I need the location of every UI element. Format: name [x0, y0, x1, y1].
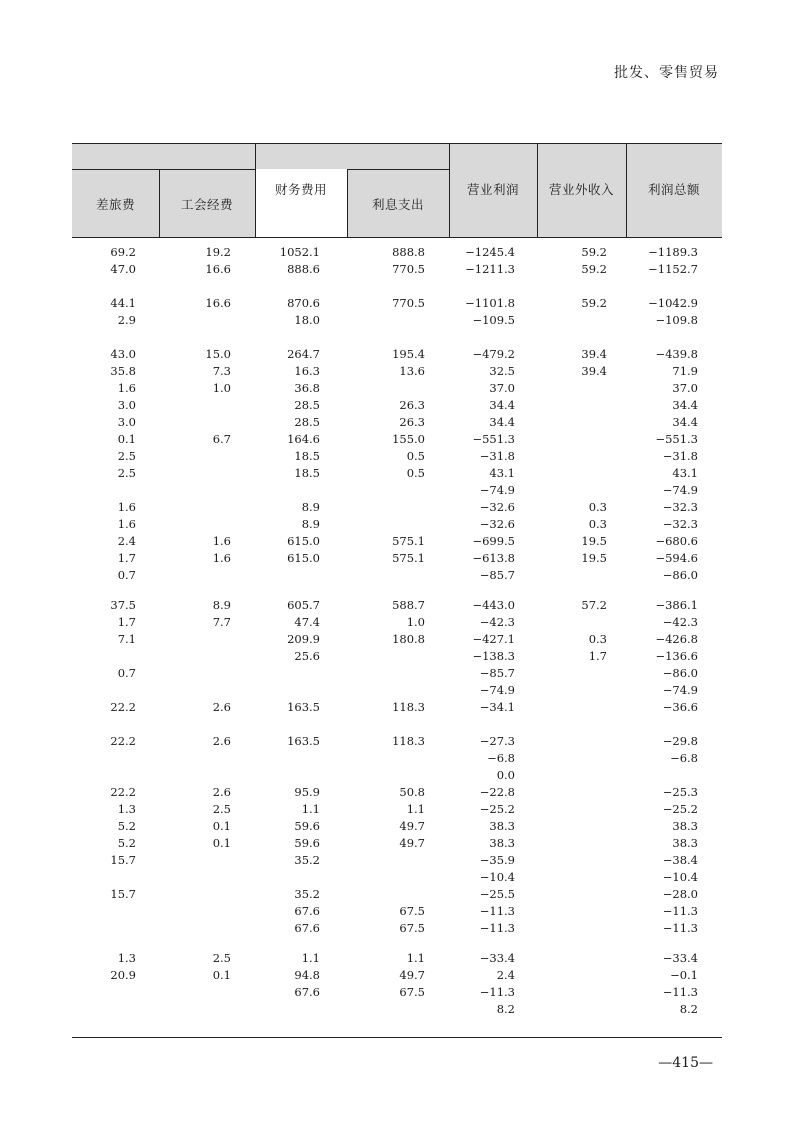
cell-total-profit: −386.1	[655, 598, 698, 612]
cell-interest: 67.5	[399, 985, 425, 999]
cell-interest: 50.8	[399, 785, 425, 799]
cell-finance: 25.6	[294, 649, 320, 663]
cell-op-profit: 37.0	[489, 381, 515, 395]
cell-finance: 8.9	[301, 500, 320, 514]
cell-op-profit: −109.5	[472, 313, 515, 327]
cell-travel: 69.2	[110, 245, 136, 259]
cell-interest: 575.1	[392, 551, 425, 565]
cell-union: 0.1	[212, 968, 231, 982]
cell-non-op-income: 57.2	[581, 598, 607, 612]
cell-total-profit: 38.3	[672, 836, 698, 850]
cell-union: 2.6	[212, 700, 231, 714]
table-row	[0, 397, 793, 414]
cell-union: 16.6	[205, 262, 231, 276]
cell-travel: 0.1	[117, 432, 136, 446]
header-interest: 利息支出	[371, 197, 424, 212]
cell-travel: 1.3	[117, 951, 136, 965]
cell-finance: 1.1	[301, 802, 320, 816]
cell-union: 2.5	[212, 951, 231, 965]
cell-finance: 67.6	[294, 904, 320, 918]
cell-interest: 1.1	[406, 802, 425, 816]
cell-interest: 155.0	[392, 432, 425, 446]
cell-union: 7.3	[212, 364, 231, 378]
cell-total-profit: 38.3	[672, 819, 698, 833]
cell-op-profit: 43.1	[489, 466, 515, 480]
cell-union: 7.7	[212, 615, 231, 629]
cell-finance: 870.6	[287, 296, 320, 310]
cell-total-profit: −36.6	[662, 700, 698, 714]
cell-travel: 1.6	[117, 500, 136, 514]
cell-op-profit: −613.8	[472, 551, 515, 565]
cell-total-profit: 43.1	[672, 466, 698, 480]
table-row	[0, 818, 793, 835]
cell-op-profit: −22.8	[479, 785, 515, 799]
cell-interest: 888.8	[392, 245, 425, 259]
table-row	[0, 614, 793, 631]
cell-union: 1.0	[212, 381, 231, 395]
page-number: —415—	[658, 1055, 713, 1071]
cell-op-profit: −32.6	[479, 500, 515, 514]
cell-total-profit: −38.4	[662, 853, 698, 867]
cell-union: 16.6	[205, 296, 231, 310]
cell-non-op-income: 39.4	[581, 364, 607, 378]
table-row	[0, 648, 793, 665]
cell-total-profit: −32.3	[662, 500, 698, 514]
cell-travel: 1.7	[117, 615, 136, 629]
cell-travel: 2.9	[117, 313, 136, 327]
cell-op-profit: 32.5	[489, 364, 515, 378]
cell-op-profit: −11.3	[479, 921, 515, 935]
header-non-op-income: 营业外收入	[548, 182, 614, 197]
cell-non-op-income: 19.5	[581, 551, 607, 565]
cell-op-profit: −699.5	[472, 534, 515, 548]
cell-travel: 3.0	[117, 415, 136, 429]
cell-finance: 35.2	[294, 887, 320, 901]
table-row	[0, 499, 793, 516]
cell-finance: 615.0	[287, 551, 320, 565]
cell-non-op-income: 0.3	[588, 632, 607, 646]
cell-travel: 37.5	[110, 598, 136, 612]
cell-op-profit: −443.0	[472, 598, 515, 612]
cell-non-op-income: 59.2	[581, 245, 607, 259]
cell-op-profit: −74.9	[479, 683, 515, 697]
cell-interest: 588.7	[392, 598, 425, 612]
cell-total-profit: −1152.7	[648, 262, 698, 276]
cell-travel: 5.2	[117, 836, 136, 850]
cell-travel: 22.2	[110, 734, 136, 748]
cell-interest: 575.1	[392, 534, 425, 548]
cell-op-profit: −34.1	[479, 700, 515, 714]
cell-total-profit: −11.3	[662, 921, 698, 935]
cell-union: 1.6	[212, 551, 231, 565]
cell-travel: 0.7	[117, 568, 136, 582]
cell-finance: 59.6	[294, 836, 320, 850]
cell-op-profit: −74.9	[479, 483, 515, 497]
cell-finance: 163.5	[287, 734, 320, 748]
cell-travel: 2.4	[117, 534, 136, 548]
cell-union: 0.1	[212, 836, 231, 850]
cell-op-profit: −551.3	[472, 432, 515, 446]
cell-interest: 770.5	[392, 296, 425, 310]
table-row	[0, 516, 793, 533]
cell-total-profit: −28.0	[662, 887, 698, 901]
cell-total-profit: −594.6	[655, 551, 698, 565]
cell-total-profit: −109.8	[655, 313, 698, 327]
cell-finance: 47.4	[294, 615, 320, 629]
cell-interest: 118.3	[392, 700, 425, 714]
cell-travel: 1.3	[117, 802, 136, 816]
cell-op-profit: −1101.8	[465, 296, 515, 310]
cell-total-profit: −32.3	[662, 517, 698, 531]
cell-total-profit: −426.8	[655, 632, 698, 646]
cell-op-profit: −42.3	[479, 615, 515, 629]
cell-op-profit: −11.3	[479, 985, 515, 999]
table-row	[0, 886, 793, 903]
cell-union: 6.7	[212, 432, 231, 446]
cell-interest: 195.4	[392, 347, 425, 361]
cell-non-op-income: 19.5	[581, 534, 607, 548]
cell-finance: 264.7	[287, 347, 320, 361]
cell-travel: 20.9	[110, 968, 136, 982]
cell-op-profit: −85.7	[479, 568, 515, 582]
cell-finance: 615.0	[287, 534, 320, 548]
running-head: 批发、零售贸易	[614, 65, 719, 81]
cell-op-profit: 8.2	[496, 1002, 515, 1016]
table-row	[0, 852, 793, 869]
cell-total-profit: −1042.9	[648, 296, 698, 310]
cell-union: 19.2	[205, 245, 231, 259]
cell-op-profit: −11.3	[479, 904, 515, 918]
cell-travel: 44.1	[110, 296, 136, 310]
cell-non-op-income: 0.3	[588, 500, 607, 514]
cell-total-profit: 34.4	[672, 398, 698, 412]
cell-non-op-income: 1.7	[588, 649, 607, 663]
cell-total-profit: −31.8	[662, 449, 698, 463]
table-row	[0, 984, 793, 1001]
cell-travel: 2.5	[117, 449, 136, 463]
cell-op-profit: −25.5	[479, 887, 515, 901]
cell-interest: 0.5	[406, 449, 425, 463]
cell-op-profit: −31.8	[479, 449, 515, 463]
table-row	[0, 363, 793, 380]
table-row	[0, 869, 793, 886]
cell-finance: 888.6	[287, 262, 320, 276]
cell-travel: 15.7	[110, 887, 136, 901]
cell-total-profit: −25.2	[662, 802, 698, 816]
cell-op-profit: −6.8	[487, 751, 515, 765]
table-row	[0, 699, 793, 716]
cell-total-profit: 34.4	[672, 415, 698, 429]
cell-travel: 43.0	[110, 347, 136, 361]
cell-interest: 0.5	[406, 466, 425, 480]
cell-finance: 209.9	[287, 632, 320, 646]
cell-finance: 1.1	[301, 951, 320, 965]
cell-interest: 67.5	[399, 921, 425, 935]
table-row	[0, 414, 793, 431]
table-row	[0, 448, 793, 465]
cell-travel: 1.6	[117, 517, 136, 531]
cell-non-op-income: 59.2	[581, 262, 607, 276]
cell-non-op-income: 59.2	[581, 296, 607, 310]
header-total-profit: 利润总额	[647, 182, 700, 197]
cell-union: 8.9	[212, 598, 231, 612]
table-row	[0, 431, 793, 448]
cell-total-profit: 37.0	[672, 381, 698, 395]
cell-travel: 47.0	[110, 262, 136, 276]
table-row	[0, 903, 793, 920]
table-row	[0, 346, 793, 363]
cell-op-profit: −33.4	[479, 951, 515, 965]
cell-travel: 1.6	[117, 381, 136, 395]
cell-op-profit: −1245.4	[465, 245, 515, 259]
header-union: 工会经费	[180, 197, 233, 212]
cell-finance: 18.5	[294, 466, 320, 480]
cell-op-profit: 34.4	[489, 415, 515, 429]
cell-op-profit: 38.3	[489, 819, 515, 833]
header-travel: 差旅费	[95, 197, 135, 212]
cell-union: 1.6	[212, 534, 231, 548]
cell-total-profit: −136.6	[655, 649, 698, 663]
cell-interest: 49.7	[399, 968, 425, 982]
cell-interest: 1.1	[406, 951, 425, 965]
table-row	[0, 835, 793, 852]
cell-finance: 8.9	[301, 517, 320, 531]
cell-union: 0.1	[212, 819, 231, 833]
cell-total-profit: −29.8	[662, 734, 698, 748]
table-row	[0, 465, 793, 482]
cell-union: 15.0	[205, 347, 231, 361]
cell-finance: 1052.1	[279, 245, 320, 259]
table-row	[0, 967, 793, 984]
cell-travel: 3.0	[117, 398, 136, 412]
cell-op-profit: −35.9	[479, 853, 515, 867]
cell-total-profit: −33.4	[662, 951, 698, 965]
cell-op-profit: 0.0	[496, 768, 515, 782]
cell-finance: 95.9	[294, 785, 320, 799]
table-row	[0, 665, 793, 682]
cell-travel: 22.2	[110, 700, 136, 714]
cell-op-profit: −25.2	[479, 802, 515, 816]
cell-total-profit: 71.9	[672, 364, 698, 378]
cell-travel: 22.2	[110, 785, 136, 799]
cell-total-profit: −551.3	[655, 432, 698, 446]
cell-op-profit: −479.2	[472, 347, 515, 361]
cell-op-profit: −27.3	[479, 734, 515, 748]
cell-total-profit: −42.3	[662, 615, 698, 629]
cell-op-profit: −138.3	[472, 649, 515, 663]
table-row	[0, 950, 793, 967]
cell-op-profit: 2.4	[496, 968, 515, 982]
cell-finance: 28.5	[294, 415, 320, 429]
header-finance: 财务费用	[274, 182, 327, 197]
cell-op-profit: −10.4	[479, 870, 515, 884]
cell-union: 2.6	[212, 785, 231, 799]
cell-interest: 49.7	[399, 819, 425, 833]
cell-total-profit: −10.4	[662, 870, 698, 884]
cell-op-profit: −32.6	[479, 517, 515, 531]
table-row	[0, 784, 793, 801]
cell-finance: 36.8	[294, 381, 320, 395]
cell-total-profit: −6.8	[670, 751, 698, 765]
cell-finance: 605.7	[287, 598, 320, 612]
cell-total-profit: −25.3	[662, 785, 698, 799]
table-row	[0, 380, 793, 397]
cell-total-profit: −74.9	[662, 483, 698, 497]
cell-interest: 49.7	[399, 836, 425, 850]
cell-travel: 15.7	[110, 853, 136, 867]
cell-travel: 5.2	[117, 819, 136, 833]
cell-op-profit: 38.3	[489, 836, 515, 850]
cell-interest: 67.5	[399, 904, 425, 918]
table-row	[0, 295, 793, 312]
cell-total-profit: 8.2	[679, 1002, 698, 1016]
cell-union: 2.6	[212, 734, 231, 748]
cell-interest: 180.8	[392, 632, 425, 646]
cell-travel: 35.8	[110, 364, 136, 378]
cell-finance: 94.8	[294, 968, 320, 982]
cell-travel: 1.7	[117, 551, 136, 565]
cell-finance: 67.6	[294, 985, 320, 999]
cell-total-profit: −1189.3	[648, 245, 698, 259]
table-row	[0, 750, 793, 767]
table-row	[0, 550, 793, 567]
cell-finance: 18.0	[294, 313, 320, 327]
cell-finance: 16.3	[294, 364, 320, 378]
cell-interest: 26.3	[399, 398, 425, 412]
cell-finance: 28.5	[294, 398, 320, 412]
cell-finance: 35.2	[294, 853, 320, 867]
table-row	[0, 244, 793, 261]
table-row	[0, 567, 793, 584]
cell-total-profit: −0.1	[670, 968, 698, 982]
table-row	[0, 533, 793, 550]
cell-total-profit: −86.0	[662, 568, 698, 582]
table-row	[0, 482, 793, 499]
table-row	[0, 1001, 793, 1018]
cell-non-op-income: 39.4	[581, 347, 607, 361]
table-row	[0, 767, 793, 784]
cell-travel: 2.5	[117, 466, 136, 480]
header-op-profit: 营业利润	[466, 182, 519, 197]
cell-op-profit: 34.4	[489, 398, 515, 412]
cell-finance: 18.5	[294, 449, 320, 463]
cell-finance: 163.5	[287, 700, 320, 714]
table-row	[0, 801, 793, 818]
table-row	[0, 920, 793, 937]
table-row	[0, 682, 793, 699]
cell-total-profit: −680.6	[655, 534, 698, 548]
cell-interest: 118.3	[392, 734, 425, 748]
cell-travel: 7.1	[117, 632, 136, 646]
table-row	[0, 312, 793, 329]
cell-total-profit: −11.3	[662, 904, 698, 918]
cell-interest: 1.0	[406, 615, 425, 629]
cell-travel: 0.7	[117, 666, 136, 680]
table-row	[0, 733, 793, 750]
cell-total-profit: −86.0	[662, 666, 698, 680]
cell-interest: 770.5	[392, 262, 425, 276]
cell-finance: 67.6	[294, 921, 320, 935]
cell-op-profit: −85.7	[479, 666, 515, 680]
cell-op-profit: −427.1	[472, 632, 515, 646]
cell-op-profit: −1211.3	[465, 262, 515, 276]
cell-interest: 26.3	[399, 415, 425, 429]
table-row	[0, 631, 793, 648]
cell-total-profit: −74.9	[662, 683, 698, 697]
cell-total-profit: −439.8	[655, 347, 698, 361]
table-row	[0, 597, 793, 614]
cell-non-op-income: 0.3	[588, 517, 607, 531]
table-row	[0, 261, 793, 278]
cell-total-profit: −11.3	[662, 985, 698, 999]
cell-finance: 164.6	[287, 432, 320, 446]
cell-finance: 59.6	[294, 819, 320, 833]
cell-union: 2.5	[212, 802, 231, 816]
cell-interest: 13.6	[399, 364, 425, 378]
